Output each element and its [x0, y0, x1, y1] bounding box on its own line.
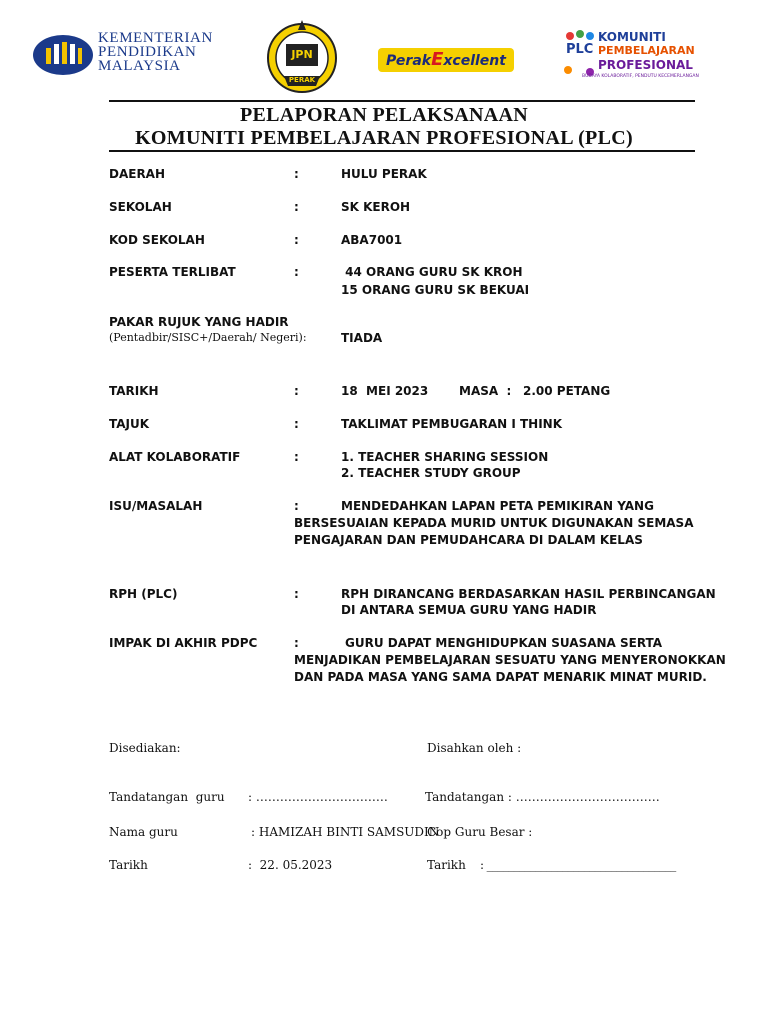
plc-line3: PROFESIONAL: [598, 58, 693, 72]
title-line1: PELAPORAN PELAKSANAAN: [240, 104, 528, 126]
daerah-label: DAERAH: [109, 167, 166, 181]
kpm-logo: [32, 30, 242, 78]
rph-label: RPH (PLC): [109, 587, 178, 601]
tarikh-sign-value: : 22. 05.2023: [248, 858, 333, 872]
kod-sekolah-colon: :: [294, 233, 299, 247]
tandatangan-label: Tandatangan : ………………………………: [425, 790, 660, 804]
pakar-value: TIADA: [341, 331, 383, 345]
tarikh-label: TARIKH: [109, 384, 159, 398]
tarikh2-value: : ___________________________________: [480, 858, 676, 872]
title-top-rule: [109, 100, 695, 102]
kpm-emblem-icon: [32, 34, 94, 76]
tarikh-value: 18 MEI 2023: [341, 384, 429, 398]
rph-value-1: RPH DIRANCANG BERDASARKAN HASIL PERBINCANGAN: [341, 587, 716, 601]
rph-colon: :: [294, 587, 299, 601]
kpm-line1: KEMENTERIAN: [98, 30, 213, 46]
nama-guru-value: : HAMIZAH BINTI SAMSUDIN: [251, 825, 440, 839]
cop-guru-besar-label: Cop Guru Besar :: [427, 825, 533, 839]
pakar-label: PAKAR RUJUK YANG HADIR: [109, 315, 289, 329]
alat-colon: :: [294, 450, 299, 464]
isu-line-2: BERSESUAIAN KEPADA MURID UNTUK DIGUNAKAN SEMASA: [294, 516, 694, 530]
daerah-value: HULU PERAK: [341, 167, 427, 181]
disediakan-label: Disediakan:: [109, 741, 181, 755]
tandatangan-guru-value: : ……………………………: [248, 790, 388, 804]
alat-value-2: 2. TEACHER STUDY GROUP: [341, 466, 521, 480]
tarikh-colon: :: [294, 384, 299, 398]
masa-value: 2.00 PETANG: [523, 384, 611, 398]
peserta-value-2: 15 ORANG GURU SK BEKUAI: [341, 283, 530, 297]
plc-logo: [562, 28, 712, 84]
alat-value-1: 1. TEACHER SHARING SESSION: [341, 450, 549, 464]
isu-line-1: MENDEDAHKAN LAPAN PETA PEMIKIRAN YANG: [341, 499, 654, 513]
isu-label: ISU/MASALAH: [109, 499, 203, 513]
alat-label: ALAT KOLABORATIF: [109, 450, 241, 464]
sekolah-value: SK KEROH: [341, 200, 411, 214]
perak-excellent-part3: xcellent: [443, 53, 506, 69]
jpn-badge-text: JPN: [291, 48, 313, 61]
impak-label: IMPAK DI AKHIR PDPC: [109, 636, 258, 650]
tajuk-value: TAKLIMAT PEMBUGARAN I THINK: [341, 417, 562, 431]
pakar-sublabel: (Pentadbir/SISC+/Daerah/ Negeri):: [109, 331, 307, 344]
disahkan-label: Disahkan oleh :: [427, 741, 522, 755]
kpm-line3: MALAYSIA: [98, 58, 181, 74]
kod-sekolah-value: ABA7001: [341, 233, 403, 247]
tandatangan-guru-label: Tandatangan guru: [109, 790, 225, 804]
plc-tagline: BUDAYA KOLABORATIF, PENDUTU KECEMERLANGAN: [582, 74, 699, 79]
jpn-perak-logo: [262, 16, 342, 96]
daerah-colon: :: [294, 167, 299, 181]
perak-excellent-part2: E: [431, 49, 444, 70]
peserta-label: PESERTA TERLIBAT: [109, 265, 236, 279]
peserta-value-1: 44 ORANG GURU SK KROH: [341, 265, 523, 279]
nama-guru-label: Nama guru: [109, 825, 178, 839]
title-bottom-rule: [109, 150, 695, 152]
plc-line1: KOMUNITI: [598, 30, 666, 44]
isu-colon: :: [294, 499, 299, 513]
tajuk-label: TAJUK: [109, 417, 150, 431]
impak-line-1: GURU DAPAT MENGHIDUPKAN SUASANA SERTA: [345, 636, 663, 650]
perak-excellent-logo: [378, 48, 514, 72]
kod-sekolah-label: KOD SEKOLAH: [109, 233, 205, 247]
rph-value-2: DI ANTARA SEMUA GURU YANG HADIR: [341, 603, 597, 617]
impak-line-2: MENJADIKAN PEMBELAJARAN SESUATU YANG MENYERONOKKAN: [294, 653, 726, 667]
peserta-colon: :: [294, 265, 299, 279]
perak-excellent-part1: Perak: [386, 53, 432, 69]
title-line2: KOMUNITI PEMBELAJARAN PROFESIONAL (PLC): [135, 127, 633, 149]
isu-line-3: PENGAJARAN DAN PEMUDAHCARA DI DALAM KELAS: [294, 533, 643, 547]
tajuk-colon: :: [294, 417, 299, 431]
kpm-line2: PENDIDIKAN: [98, 44, 197, 60]
tarikh2-label: Tarikh: [427, 858, 466, 872]
impak-line-3: DAN PADA MASA YANG SAMA DAPAT MENARIK MINAT MURID.: [294, 670, 707, 684]
jpn-text: PERAK: [288, 76, 316, 84]
plc-badge: PLC: [566, 42, 594, 57]
plc-line2: PEMBELAJARAN: [598, 44, 695, 57]
tarikh-sign-label: Tarikh: [109, 858, 148, 872]
impak-colon: :: [294, 636, 299, 650]
sekolah-label: SEKOLAH: [109, 200, 172, 214]
sekolah-colon: :: [294, 200, 299, 214]
masa-label: MASA :: [459, 384, 512, 398]
